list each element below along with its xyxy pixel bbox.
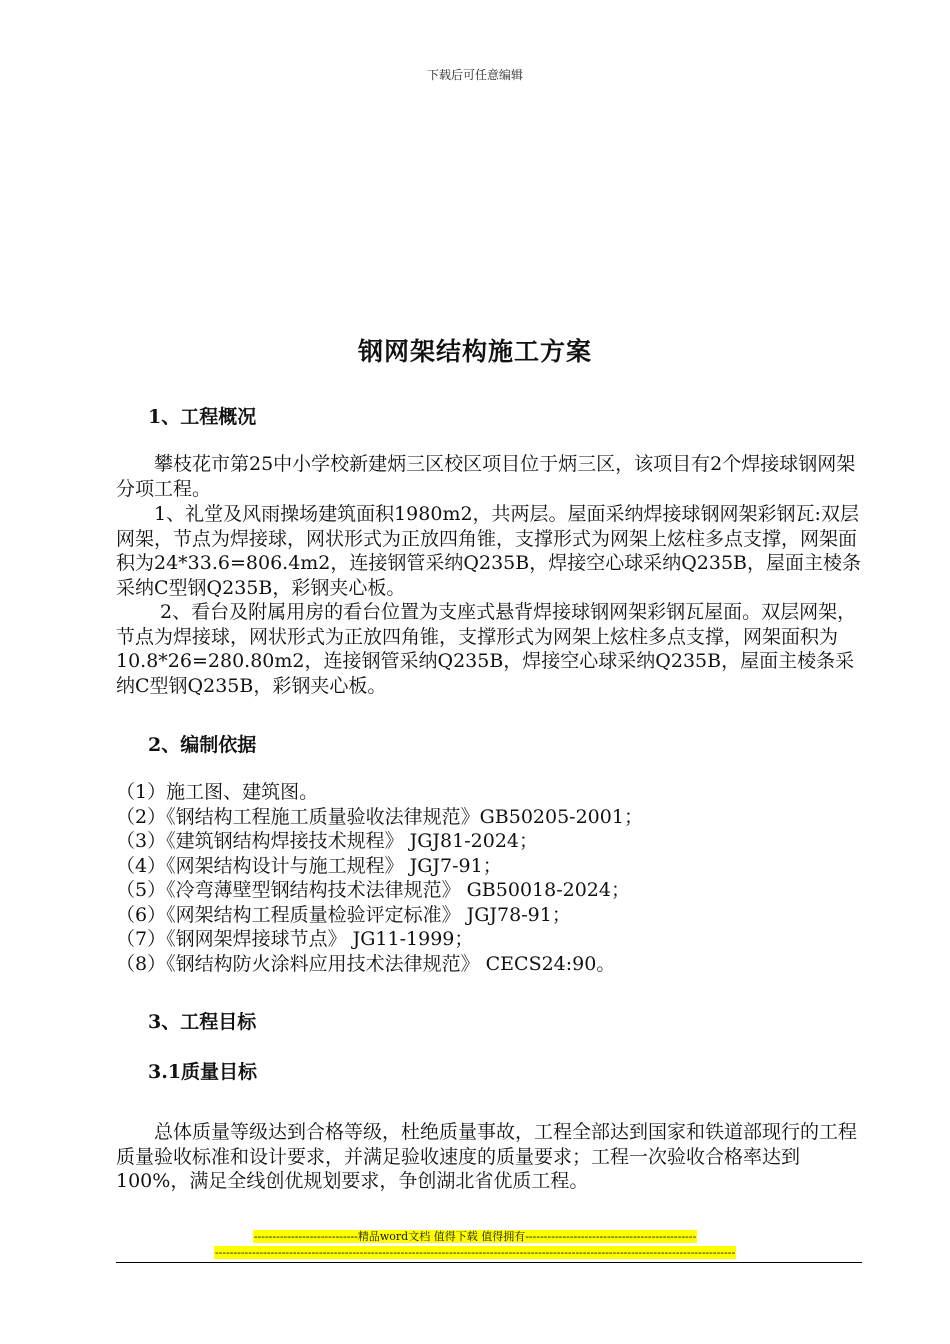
section-1-paragraph-3: 2、看台及附属用房的看台位置为支座式悬背焊接球钢网架彩钢瓦屋面。双层网架，节点为焊接球，网状形式为正放四角锥，支撑形式为网架上炫柱多点支撑，网架面积为10.8*26=280.80m2，连接钢管采纳Q235B，焊接空心球采纳Q235B，屋面主棱条采纳C型钢Q235B，彩钢夹心板。: [116, 601, 857, 697]
list-item: （1）施工图、建筑图。: [116, 781, 319, 803]
list-item: （7）《钢网架焊接球节点》 JG11-1999；: [116, 928, 474, 950]
list-item: （2）《钢结构工程施工质量验收法律规范》GB50205-2001；: [116, 805, 643, 828]
page-header-note: 下载后可任意编辑: [426, 68, 523, 82]
references-list: [116, 780, 866, 976]
document-title: 钢网架结构施工方案: [357, 337, 592, 366]
footer-banner-line-2: [0, 1245, 950, 1260]
footer-banner-dashes: --------------------------------------------------------------------------------------------------------------------------------------------: [214, 1246, 736, 1259]
footer-divider: [116, 1262, 862, 1263]
section-1-heading: 1、工程概况: [148, 406, 257, 428]
list-item: （4）《网架结构设计与施工规程》 JGJ7-91；: [116, 854, 502, 877]
section-3-heading: 3、工程目标: [148, 1011, 257, 1033]
list-item: （8）《钢结构防火涂料应用技术法律规范》 CECS24:90。: [116, 952, 616, 975]
footer-banner-text: ----------------------------精品word文档 值得下载 值得拥有----------------------------------------------: [253, 1230, 697, 1243]
section-1-paragraph-2: 1、礼堂及风雨操场建筑面积1980m2，共两层。屋面采纳焊接球钢网架彩钢瓦:双层网架，节点为焊接球，网状形式为正放四角锥，支撑形式为网架上炫柱多点支撑，网架面积为24*33.6=806.4m2，连接钢管采纳Q235B，焊接空心球采纳Q235B，屋面主棱条采纳C型钢Q235B，彩钢夹心板。: [116, 503, 862, 599]
list-item: （3）《建筑钢结构焊接技术规程》 JGJ81-2024；: [116, 830, 538, 852]
footer-banner-line-1: [0, 1229, 950, 1244]
section-3-1-heading: 3.1质量目标: [148, 1061, 258, 1083]
section-2-heading: 2、编制依据: [148, 734, 257, 756]
section-3-1-paragraph: 总体质量等级达到合格等级，杜绝质量事故，工程全部达到国家和铁道部现行的工程质量验收标准和设计要求，并满足验收速度的质量要求；工程一次验收合格率达到100%，满足全线创优规划要求，争创湖北省优质工程。: [116, 1121, 858, 1192]
list-item: （5）《冷弯薄壁型钢结构技术法律规范》 GB50018-2024；: [116, 879, 630, 901]
section-1-paragraph-1: 攀枝花市第25中小学校新建炳三区校区项目位于炳三区，该项目有2个焊接球钢网架分项工程。: [116, 453, 856, 500]
list-item: （6）《网架结构工程质量检验评定标准》 JGJ78-91；: [116, 903, 571, 926]
